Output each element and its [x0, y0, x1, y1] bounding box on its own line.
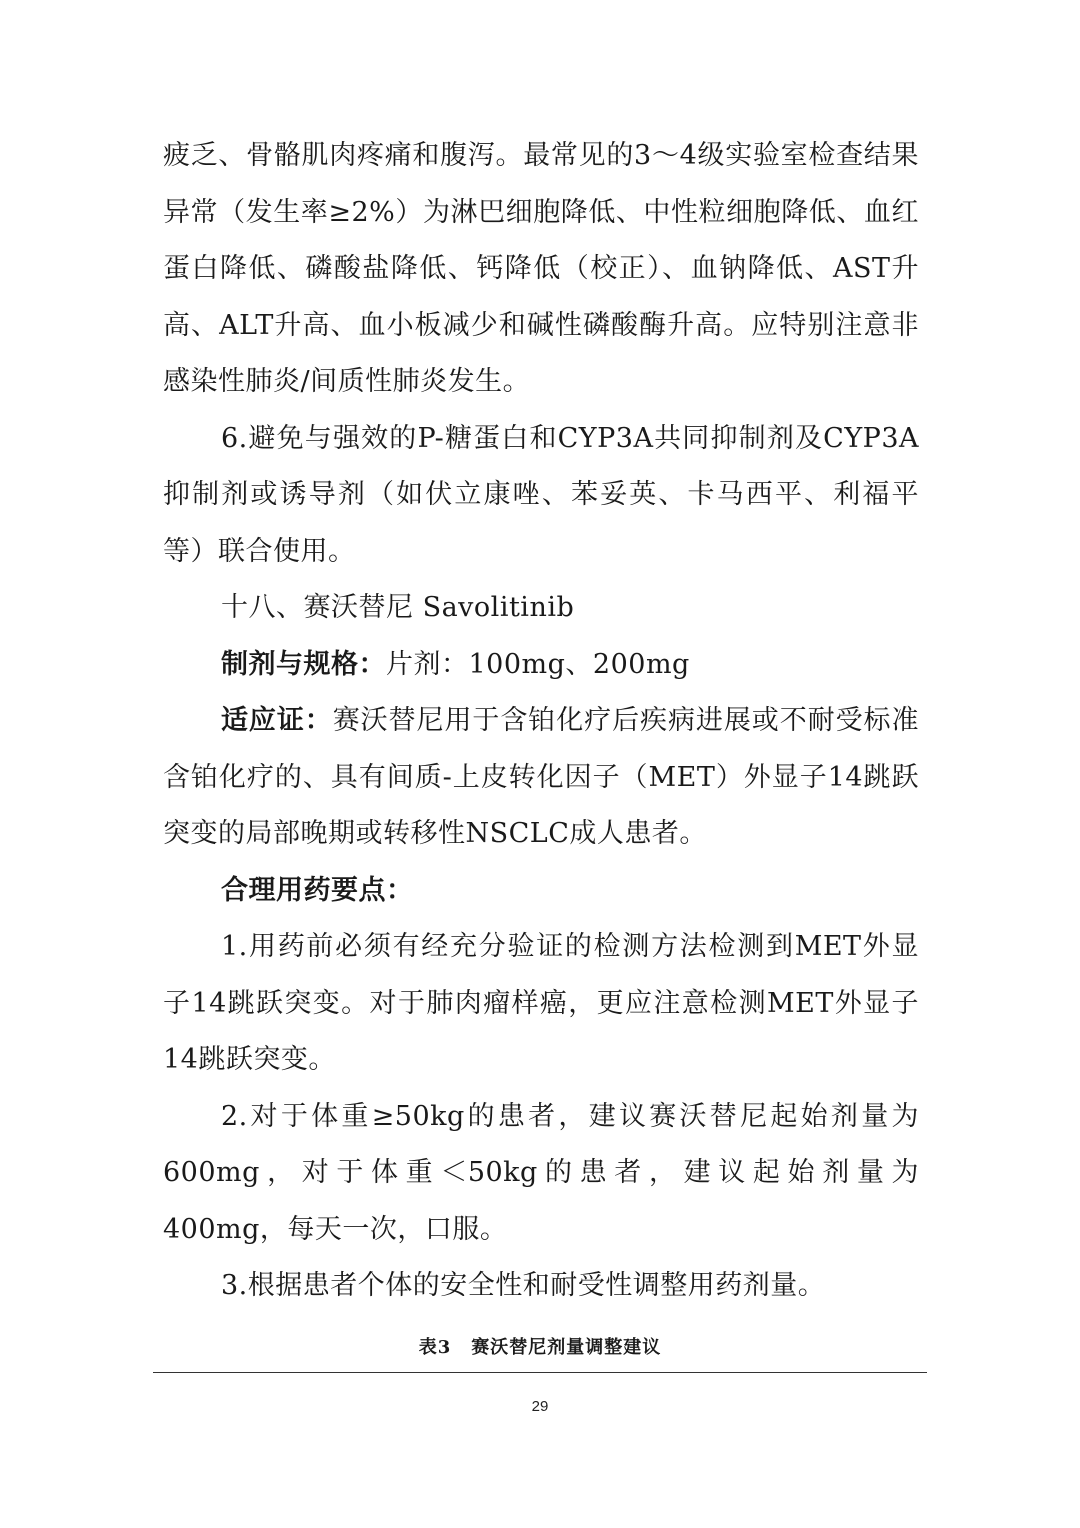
table-caption — [0, 1333, 1080, 1359]
section-heading-savolitinib: 十八、赛沃替尼 Savolitinib — [221, 592, 575, 623]
table-number: 表3 — [418, 1337, 452, 1358]
body-text — [163, 128, 919, 1315]
paragraph-key-points-heading — [163, 863, 919, 920]
paragraph-indications — [163, 693, 919, 863]
table-title: 赛沃替尼剂量调整建议 — [471, 1337, 662, 1358]
indications-text: 赛沃替尼用于含铂化疗后疾病进展或不耐受标准含铂化疗的、具有间质-上皮转化因子（MET）外显子14跳跃突变的局部晚期或转移性NSCLC成人患者。 — [163, 705, 919, 849]
paragraph-point-3: 3.根据患者个体的安全性和耐受性调整用药剂量。 — [221, 1270, 826, 1301]
paragraph-formulation — [163, 637, 919, 694]
formulation-text: 片剂：100mg、200mg — [386, 648, 690, 680]
paragraph-point-2: 2.对于体重≥50kg的患者，建议赛沃替尼起始剂量为600mg，对于体重＜50kg的患者，建议起始剂量为400mg，每天一次，口服。 — [163, 1100, 919, 1245]
indications-label: 适应证： — [221, 705, 333, 736]
formulation-label: 制剂与规格： — [221, 648, 386, 680]
page-number: 29 — [531, 1398, 549, 1415]
paragraph-drug-interactions: 6.避免与强效的P-糖蛋白和CYP3A共同抑制剂及CYP3A抑制剂或诱导剂（如伏立康唑、苯妥英、卡马西平、利福平等）联合使用。 — [163, 422, 919, 567]
key-points-label: 合理用药要点： — [221, 874, 414, 906]
paragraph-adverse-events: 疲乏、骨骼肌肉疼痛和腹泻。最常见的3～4级实验室检查结果异常（发生率≥2%）为淋巴细胞降低、中性粒细胞降低、血红蛋白降低、磷酸盐降低、钙降低（校正）、血钠降低、AST升高、ALT升高、血小板减少和碱性磷酸酶升高。应特别注意非感染性肺炎/间质性肺炎发生。 — [163, 140, 919, 397]
footer-divider — [153, 1372, 927, 1373]
paragraph-point-1: 1.用药前必须有经充分验证的检测方法检测到MET外显子14跳跃突变。对于肺肉瘤样癌，更应注意检测MET外显子14跳跃突变。 — [163, 931, 919, 1075]
